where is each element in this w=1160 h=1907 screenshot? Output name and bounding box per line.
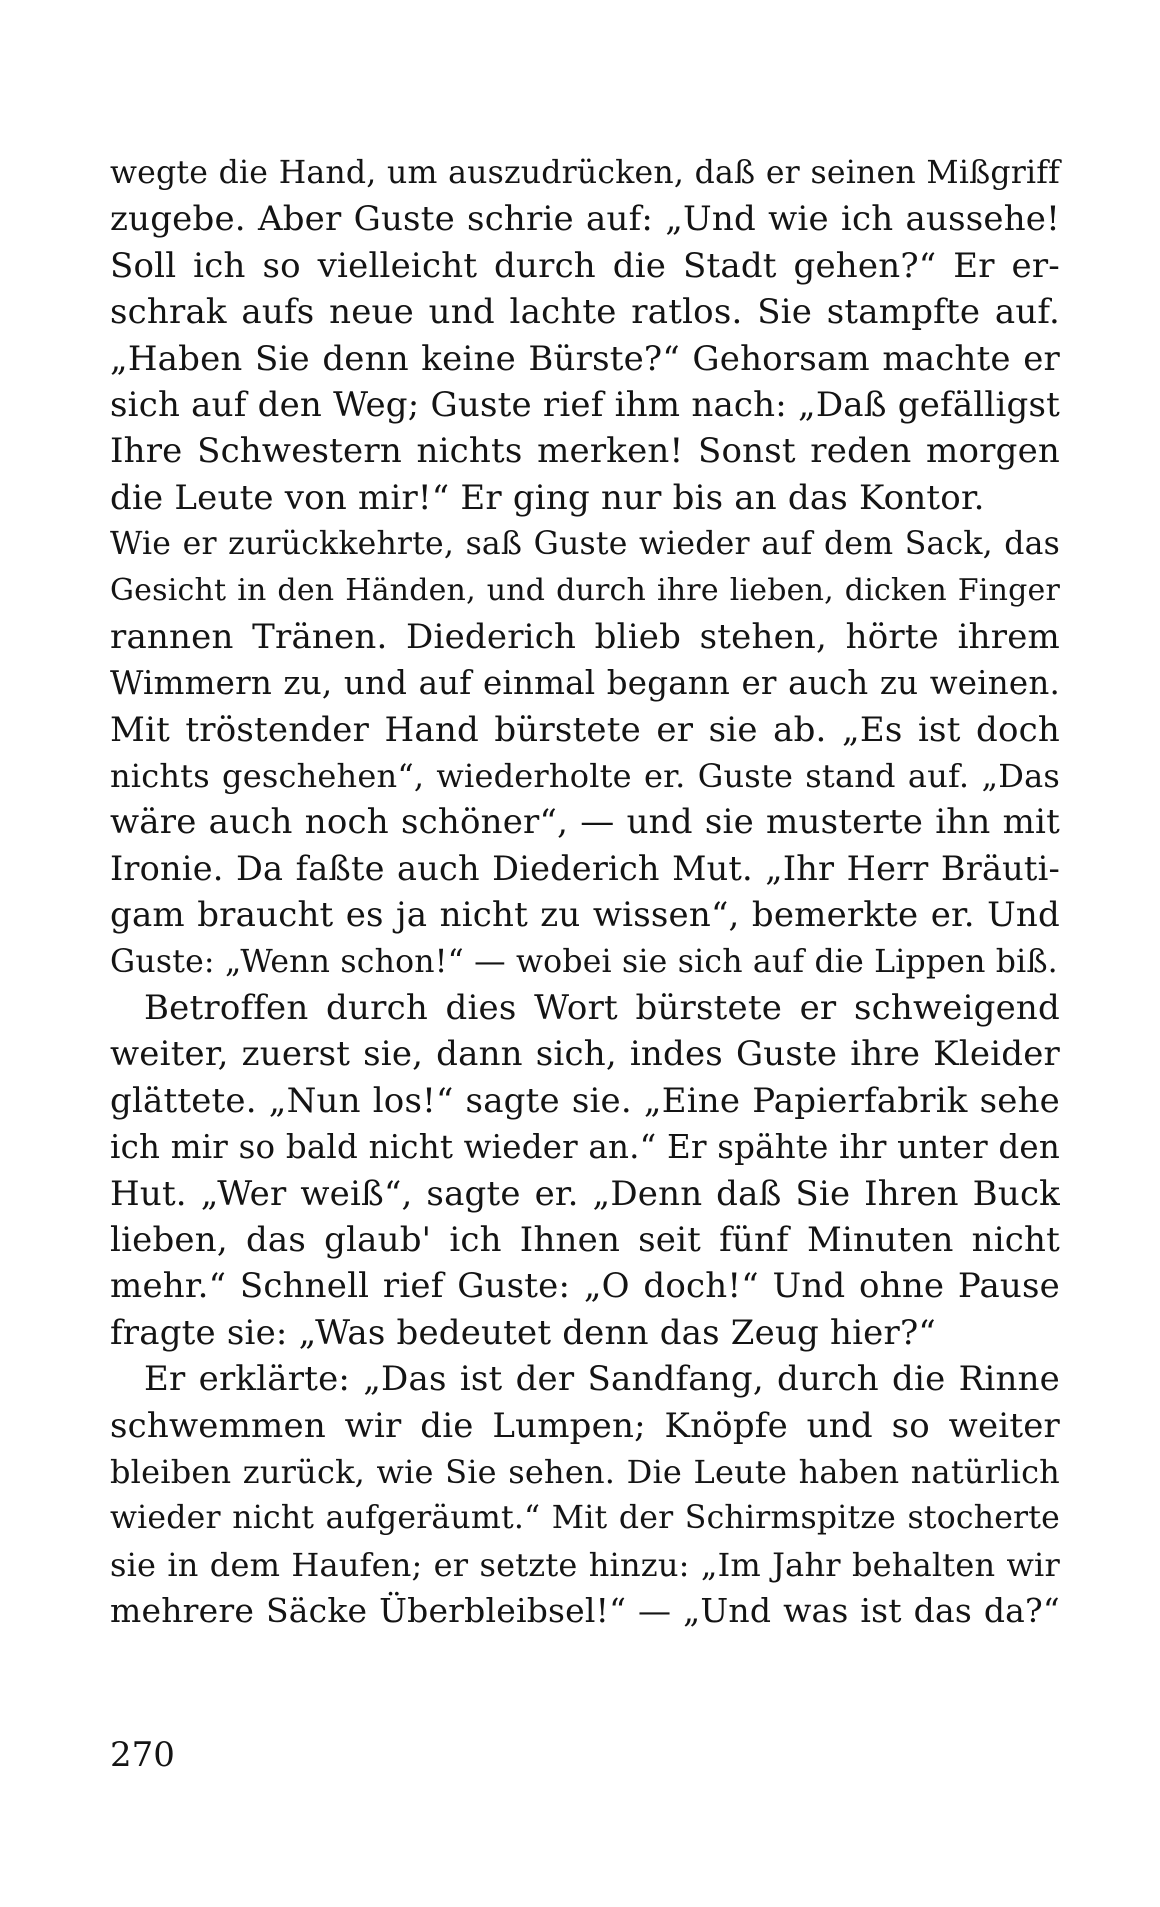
text-line: Guste: „Wenn schon!“ — wobei sie sich auf die Lippen biß. xyxy=(110,943,1058,980)
text-line: sich auf den Weg; Guste rief ihm nach: „Daß gefälligst xyxy=(110,384,1060,425)
text-line: Betroffen durch dies Wort bürstete er schweigend xyxy=(144,988,1060,1029)
text-line: wegte die Hand, um auszudrücken, daß er seinen Mißgriff xyxy=(110,155,1060,191)
text-line: die Leute von mir!“ Er ging nur bis an das Kontor. xyxy=(110,477,985,518)
text-line: Ihre Schwestern nichts merken! Sonst reden morgen xyxy=(110,431,1060,472)
text-line: wäre auch noch schöner“, — und sie musterte ihn mit xyxy=(110,802,1060,843)
text-line: Ironie. Da faßte auch Diederich Mut. „Ihr Herr Bräuti- xyxy=(110,848,1060,888)
page-number: 270 xyxy=(110,1735,175,1775)
text-line: lieben, das glaub' ich Ihnen seit fünf Minuten nicht xyxy=(110,1219,1060,1260)
text-line: schwemmen wir die Lumpen; Knöpfe und so weiter xyxy=(110,1405,1060,1446)
text-line: schrak aufs neue und lachte ratlos. Sie stampfte auf. xyxy=(110,292,1060,333)
text-line: nichts geschehen“, wiederholte er. Guste stand auf. „Das xyxy=(110,757,1060,796)
text-line: rannen Tränen. Diederich blieb stehen, hörte ihrem xyxy=(110,616,1060,657)
text-line: weiter, zuerst sie, dann sich, indes Guste ihre Kleider xyxy=(110,1034,1060,1075)
text-line: fragte sie: „Was bedeutet denn das Zeug hier?“ xyxy=(110,1312,936,1353)
text-line: glättete. „Nun los!“ sagte sie. „Eine Papierfabrik sehe xyxy=(110,1080,1060,1121)
text-line: gam braucht es ja nicht zu wissen“, bemerkte er. Und xyxy=(110,895,1060,936)
text-line: Soll ich so vielleicht durch die Stadt gehen?“ Er er- xyxy=(110,245,1060,286)
text-line: sie in dem Haufen; er setzte hinzu: „Im Jahr behalten wir xyxy=(110,1545,1060,1584)
text-line: mehrere Säcke Überbleibsel!“ — „Und was ist das da?“ xyxy=(110,1591,1060,1631)
text-line: „Haben Sie denn keine Bürste?“ Gehorsam machte er xyxy=(110,338,1060,379)
text-line: wieder nicht aufgeräumt.“ Mit der Schirmspitze stocherte xyxy=(110,1500,1060,1537)
text-line: Er erklärte: „Das ist der Sandfang, durch die Rinne xyxy=(144,1359,1060,1400)
body-text xyxy=(110,150,1060,1635)
text-line: Mit tröstender Hand bürstete er sie ab. „Es ist doch xyxy=(110,709,1060,750)
text-line: Hut. „Wer weiß“, sagte er. „Denn daß Sie Ihren Buck xyxy=(110,1173,1060,1214)
text-line: ich mir so bald nicht wieder an.“ Er spähte ihr unter den xyxy=(110,1128,1060,1167)
text-line: Wimmern zu, und auf einmal begann er auch zu weinen. xyxy=(110,664,1060,703)
text-line: zugebe. Aber Guste schrie auf: „Und wie ich aussehe! xyxy=(110,199,1060,240)
text-line: mehr.“ Schnell rief Guste: „O doch!“ Und ohne Pause xyxy=(110,1266,1060,1307)
text-line: bleiben zurück, wie Sie sehen. Die Leute haben natürlich xyxy=(110,1452,1060,1491)
text-line: Gesicht in den Händen, und durch ihre lieben, dicken Finger xyxy=(110,572,1060,608)
text-line: Wie er zurückkehrte, saß Guste wieder auf dem Sack, das xyxy=(110,526,1060,563)
